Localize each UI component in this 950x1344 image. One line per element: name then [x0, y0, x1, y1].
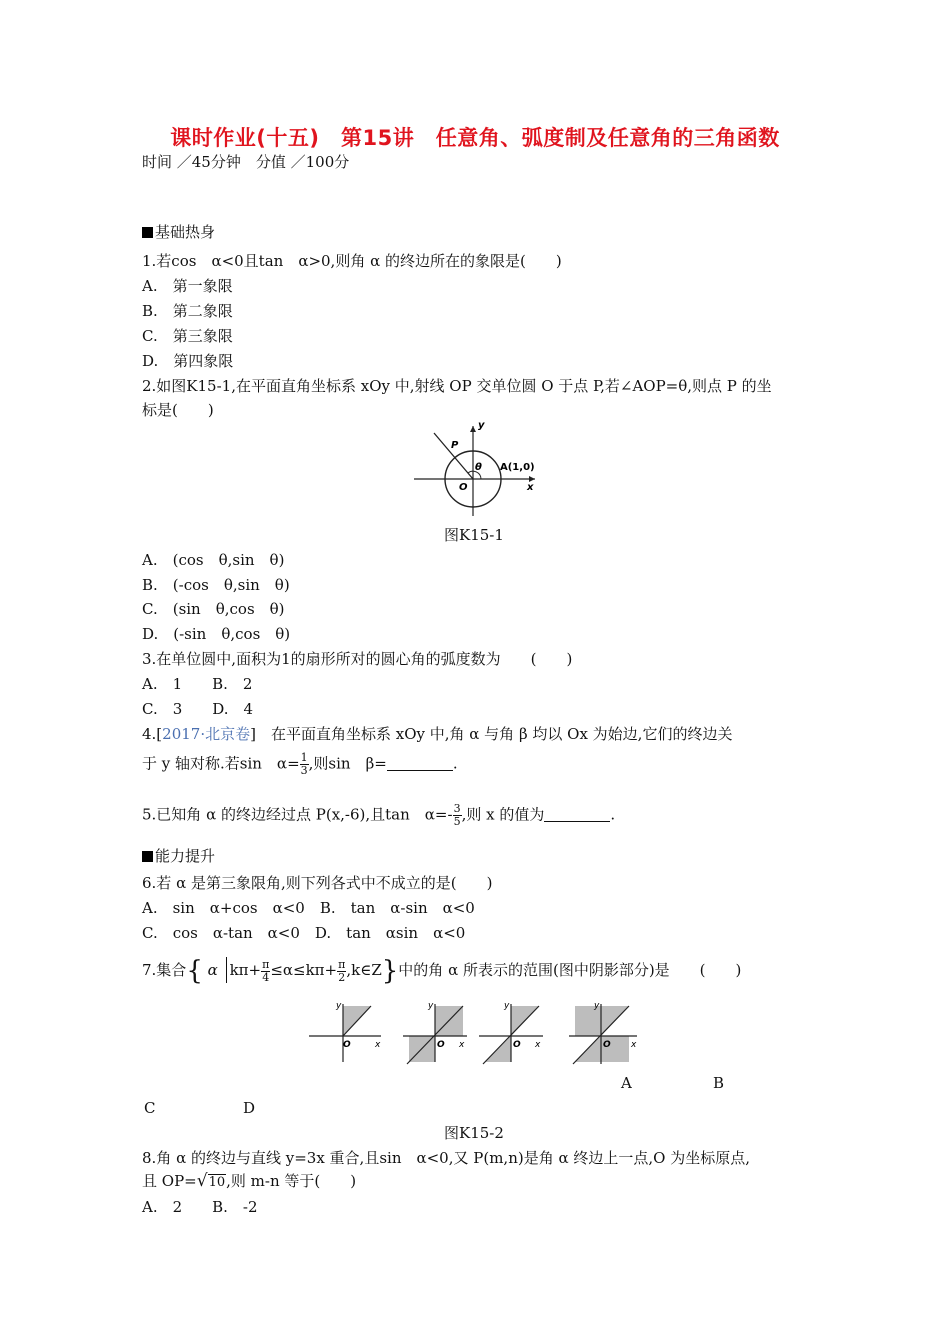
- fig-a-label-o: O: [343, 1040, 351, 1050]
- q4-fraction: [300, 752, 309, 777]
- q1-option-a: A. 第一象限: [142, 277, 233, 295]
- q5-end: .: [610, 805, 616, 824]
- section-ability: [142, 846, 215, 866]
- q2-option-b: B. (-cos θ,sin θ): [142, 576, 290, 594]
- fig-c-label-x: x: [535, 1040, 541, 1050]
- page-subtitle: 时间 ／45分钟 分值 ／100分: [142, 153, 350, 171]
- q3-options-row1: A. 1 B. 2: [142, 675, 253, 693]
- q5-fraction: [453, 803, 462, 828]
- figure-k15-1: [410, 418, 540, 518]
- q6-row1: A. sin α+cos α<0 B. tan α-sin α<0: [142, 899, 475, 917]
- q5-answer-blank[interactable]: [544, 807, 610, 822]
- q3-options-row2: C. 3 D. 4: [142, 700, 254, 718]
- q8-line2-b: ,则 m-n 等于( ): [226, 1172, 357, 1190]
- y-axis-arrow-icon: [470, 426, 476, 432]
- fig-b-label-o: O: [437, 1040, 445, 1050]
- sqrt-icon: √: [196, 1171, 208, 1191]
- q7-label-c: C: [144, 1099, 156, 1117]
- q8-line2-a: 且 OP=: [142, 1172, 197, 1190]
- fig-c-label-y: y: [504, 1001, 510, 1011]
- q7-set-bar: [226, 957, 227, 983]
- figure-k15-2-caption: 图K15-2: [444, 1124, 504, 1142]
- fig1-label-y: y: [478, 420, 485, 431]
- q2-option-a: A. (cos θ,sin θ): [142, 551, 285, 569]
- q4-line2: [142, 752, 458, 777]
- q4-frac-num: 1: [300, 751, 308, 764]
- q1-option-c: C. 第三象限: [142, 327, 233, 345]
- fig-b: [403, 1001, 467, 1064]
- q7-suffix: 中的角 α 所表示的范围(图中阴影部分)是 ( ): [398, 961, 742, 979]
- q7-frac1-num: π: [262, 957, 270, 971]
- figure-k15-1-caption: 图K15-1: [444, 526, 504, 544]
- section-marker-icon: [142, 851, 153, 862]
- q5-b: ,则 x 的值为: [461, 805, 545, 824]
- fig-d-label-o: O: [603, 1040, 611, 1050]
- fig-a: [309, 1001, 381, 1062]
- q7-label-b: B: [713, 1074, 725, 1092]
- q7-frac1: [261, 959, 270, 984]
- q4-line2-b: ,则sin β=: [308, 754, 387, 773]
- q4-bracket-open: 4.[: [142, 725, 163, 743]
- fig-c-label-o: O: [513, 1040, 521, 1050]
- q7-frac2: [337, 959, 346, 984]
- q7-frac2-den: 2: [338, 970, 346, 984]
- q8-options-row1: A. 2 B. -2: [142, 1198, 258, 1216]
- fig1-label-p: P: [451, 440, 459, 451]
- fig-a-label-y: y: [336, 1001, 342, 1011]
- q6-stem: 6.若 α 是第三象限角,则下列各式中不成立的是( ): [142, 874, 493, 892]
- q2-option-d: D. (-sin θ,cos θ): [142, 625, 291, 643]
- section-marker-icon: [142, 227, 153, 238]
- q1-option-b: B. 第二象限: [142, 302, 233, 320]
- fig1-label-x: x: [527, 482, 534, 493]
- page-title: 课时作业(十五) 第15讲 任意角、弧度制及任意角的三角函数: [170, 126, 780, 150]
- fig1-label-theta: θ: [475, 462, 482, 473]
- fig-b-label-y: y: [428, 1001, 434, 1011]
- q3-stem: 3.在单位圆中,面积为1的扇形所对的圆心角的弧度数为 ( ): [142, 650, 573, 668]
- q4-answer-blank[interactable]: [387, 756, 453, 771]
- q5-frac-den: 5: [453, 815, 461, 828]
- fig-b-label-x: x: [459, 1040, 465, 1050]
- q7-label-d: D: [243, 1099, 256, 1117]
- q7-brace-open: {: [186, 956, 203, 986]
- section-ability-label: 能力提升: [155, 847, 216, 865]
- q2-stem-line1: 2.如图K15-1,在平面直角坐标系 xOy 中,射线 OP 交单位圆 O 于点 P,若∠AOP=θ,则点 P 的坐: [142, 377, 772, 395]
- q4-line2-end: .: [452, 754, 458, 773]
- q1-option-d: D. 第四象限: [142, 352, 234, 370]
- q7-label-a: A: [621, 1074, 632, 1092]
- q5-stem: [142, 803, 615, 828]
- q4-line2-a: 于 y 轴对称.若sin α=: [142, 754, 300, 773]
- q7-set-b: kπ+: [229, 961, 262, 979]
- fig-c: [479, 1001, 543, 1064]
- q7-set-alpha: α: [207, 961, 218, 979]
- q7-stem: [142, 957, 741, 991]
- section-basic: [142, 222, 215, 242]
- q5-a: 5.已知角 α 的终边经过点 P(x,-6),且tan α=-: [142, 805, 453, 824]
- q7-set-c: ≤α≤kπ+: [270, 961, 338, 979]
- fig-d-label-x: x: [631, 1040, 637, 1050]
- q7-frac2-num: π: [338, 957, 346, 971]
- q4-frac-den: 3: [300, 764, 308, 777]
- q7-frac1-den: 4: [262, 970, 270, 984]
- section-basic-label: 基础热身: [155, 223, 216, 241]
- fig1-label-a: A(1,0): [500, 462, 535, 473]
- fig1-label-o: O: [459, 482, 468, 493]
- fig-d-label-y: y: [594, 1001, 600, 1011]
- figure-k15-2: [305, 1000, 645, 1068]
- q5-frac-num: 3: [453, 802, 461, 815]
- q7-prefix: 7.集合: [142, 961, 187, 979]
- fig-a-label-x: x: [375, 1040, 381, 1050]
- q8-sqrt-value: 10: [208, 1175, 226, 1190]
- fig-d: [569, 1001, 637, 1064]
- q6-row2: C. cos α-tan α<0 D. tan αsin α<0: [142, 924, 466, 942]
- q4-line1-text: ] 在平面直角坐标系 xOy 中,角 α 与角 β 均以 Ox 为始边,它们的终边关: [250, 725, 733, 743]
- q1-stem: 1.若cos α<0且tan α>0,则角 α 的终边所在的象限是( ): [142, 252, 562, 270]
- q2-option-c: C. (sin θ,cos θ): [142, 600, 285, 618]
- q4-source: 2017·北京卷: [162, 725, 251, 743]
- q4-line1: [142, 724, 732, 744]
- q8-line2: [142, 1171, 356, 1193]
- q7-brace-close: }: [381, 956, 399, 986]
- q8-line1: 8.角 α 的终边与直线 y=3x 重合,且sin α<0,又 P(m,n)是角 α 终边上一点,O 为坐标原点,: [142, 1149, 750, 1167]
- q2-stem-line2: 标是( ): [142, 401, 214, 419]
- q7-set-d: ,k∈Z: [346, 961, 382, 979]
